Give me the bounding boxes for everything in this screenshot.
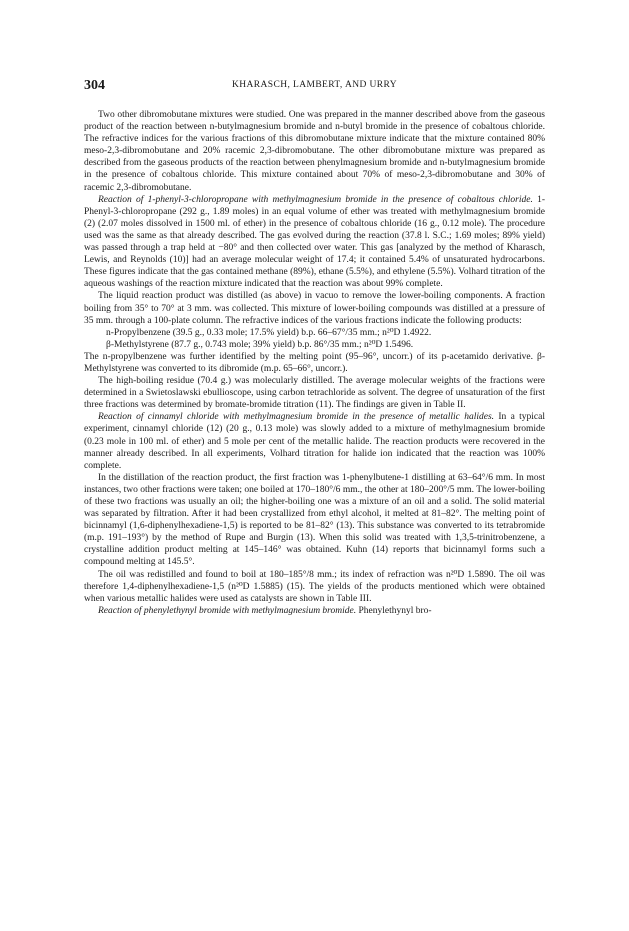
body-text <box>84 109 545 617</box>
paragraph-text: Phenylethynyl bro- <box>358 605 432 616</box>
run-in-heading: Reaction of 1-phenyl-3-chloropropane with methylmagnesium bromide in the presence of cobaltous chloride. <box>98 194 533 205</box>
paragraph-text: 1-Phenyl-3-chloropropane (292 g., 1.89 moles) in an equal volume of ether was treated with methylmagnesium bromide (2) (2.07 moles dissolved in 1500 ml. of ether) in the presence of cobaltous chloride (16 g., 0.12 mole). The procedure used was the same as that already described. The gas evolved during the reaction (37.8 l. S.C.; 1.69 moles; 89% yield) was passed through a trap held at −80° and then collected over water. This gas [analyzed by the method of Kharasch, Lewis, and Reynolds (10)] had an average molecular weight of 17.4; it contained 5.4% of unsaturated hydrocarbons. These figures indicate that the gas contained methane (89%), ethane (5.5%), and ethylene (5.5%). Volhard titration of the aqueous washings of the reaction mixture indicated that the reaction was about 99% complete. <box>84 194 545 290</box>
section-paragraph <box>84 605 545 617</box>
section-paragraph <box>84 194 545 291</box>
running-head: KHARASCH, LAMBERT, AND URRY <box>232 80 397 90</box>
paragraph-text: In the distillation of the reaction product, the first fraction was 1-phenylbutene-1 distilling at 63–64°/6 mm. In most instances, two other fractions were taken; one boiled at 170–180°/6 mm., the other at 180–200°/5 mm. The lower-boiling of these two fractions was usually an oil; the higher-boiling one was a mixture of an oil and a solid. The solid material was separated by filtration. After it had been crystallized from ethyl alcohol, it melted at 81–82°. The melting point of bicinnamyl (1,6-diphenylhexadiene-1,5) is reported to be 81–82° (13). This substance was converted to its tetrabromide (m.p. 191–193°) by the method of Rupe and Burgin (13). When this solid was treated with 1,3,5-trinitrobenzene, a crystalline addition product melting at 145–146° was obtained. Kuhn (14) reports that bicinnamyl forms such a compound melting at 145.5°. <box>84 472 545 568</box>
paragraph <box>84 569 545 605</box>
paragraph-text: The high-boiling residue (70.4 g.) was molecularly distilled. The average molecular weights of the fractions were determined in a Swietoslawski ebullioscope, using carbon tetrachloride as solvent. The degree of unsaturation of the first three fractions was determined by bromate-bromide titration (11). The findings are given in Table II. <box>84 376 545 411</box>
page-number: 304 <box>84 78 105 93</box>
paragraph <box>84 290 545 326</box>
run-in-heading: Reaction of cinnamyl chloride with methylmagnesium bromide in the presence of metallic halides. <box>98 412 495 423</box>
run-in-heading: Reaction of phenylethynyl bromide with methylmagnesium bromide. <box>98 605 357 616</box>
paragraph-text: Two other dibromobutane mixtures were studied. One was prepared in the manner described above from the gaseous product of the reaction between n-butylmagnesium bromide and n-butyl bromide in the presence of cobaltous chloride. The refractive indices for the various fractions of this dibromobutane mixture indicate that the mixture contained 80% meso-2,3-dibromobutane and 20% racemic 2,3-dibromobutane. The other dibromobutane mixture was prepared as described from the gaseous products of the reaction between phenylmagnesium bromide and n-butylmagnesium bromide in the presence of cobaltous chloride. This mixture contained about 70% of meso-2,3-dibromobutane and 30% of racemic 2,3-dibromobutane. <box>84 110 545 193</box>
paragraph <box>84 472 545 569</box>
paragraph-text: The n-propylbenzene was further identified by the melting point (95–96°, uncorr.) of its p-acetamido derivative. β-Methylstyrene was converted to its dibromide (m.p. 65–66°, uncorr.). <box>84 351 545 374</box>
paragraph-text: In a typical experiment, cinnamyl chloride (12) (20 g., 0.13 mole) was slowly added to a mixture of methylmagnesium bromide (0.23 mole in 100 ml. of ether) and 5 mole per cent of the metallic halide. The reaction products were recovered in the manner already described. In all experiments, Volhard titration for halide ion indicated that the reaction was 100% complete. <box>84 412 546 471</box>
paragraph-text: The oil was redistilled and found to boil at 180–185°/8 mm.; its index of refraction was n²⁰D 1.5890. The oil was therefore 1,4-diphenylhexadiene-1,5 (n²⁰D 1.5885) (15). The yields of the products mentioned which were obtained when various metallic halides were used as catalysts are shown in Table III. <box>84 569 545 604</box>
paragraph <box>84 375 545 411</box>
paragraph-text: n-Propylbenzene (39.5 g., 0.33 mole; 17.5% yield) b.p. 66–67°/35 mm.; n²⁰D 1.4922. <box>106 327 432 338</box>
paragraph <box>84 351 545 375</box>
paragraph-text: β-Methylstyrene (87.7 g., 0.743 mole; 39% yield) b.p. 86°/35 mm.; n²⁰D 1.5496. <box>106 339 414 350</box>
product-line <box>84 339 545 351</box>
paragraph <box>84 109 545 194</box>
paragraph-text: The liquid reaction product was distilled (as above) in vacuo to remove the lower-boiling components. A fraction boiling from 35° to 70° at 3 mm. was collected. This mixture of lower-boiling compounds was distilled at a pressure of 35 mm. through a 100-plate column. The refractive indices of the various fractions indicate the following products: <box>84 291 545 326</box>
product-line <box>84 327 545 339</box>
section-paragraph <box>84 411 545 471</box>
page-header <box>84 78 545 94</box>
